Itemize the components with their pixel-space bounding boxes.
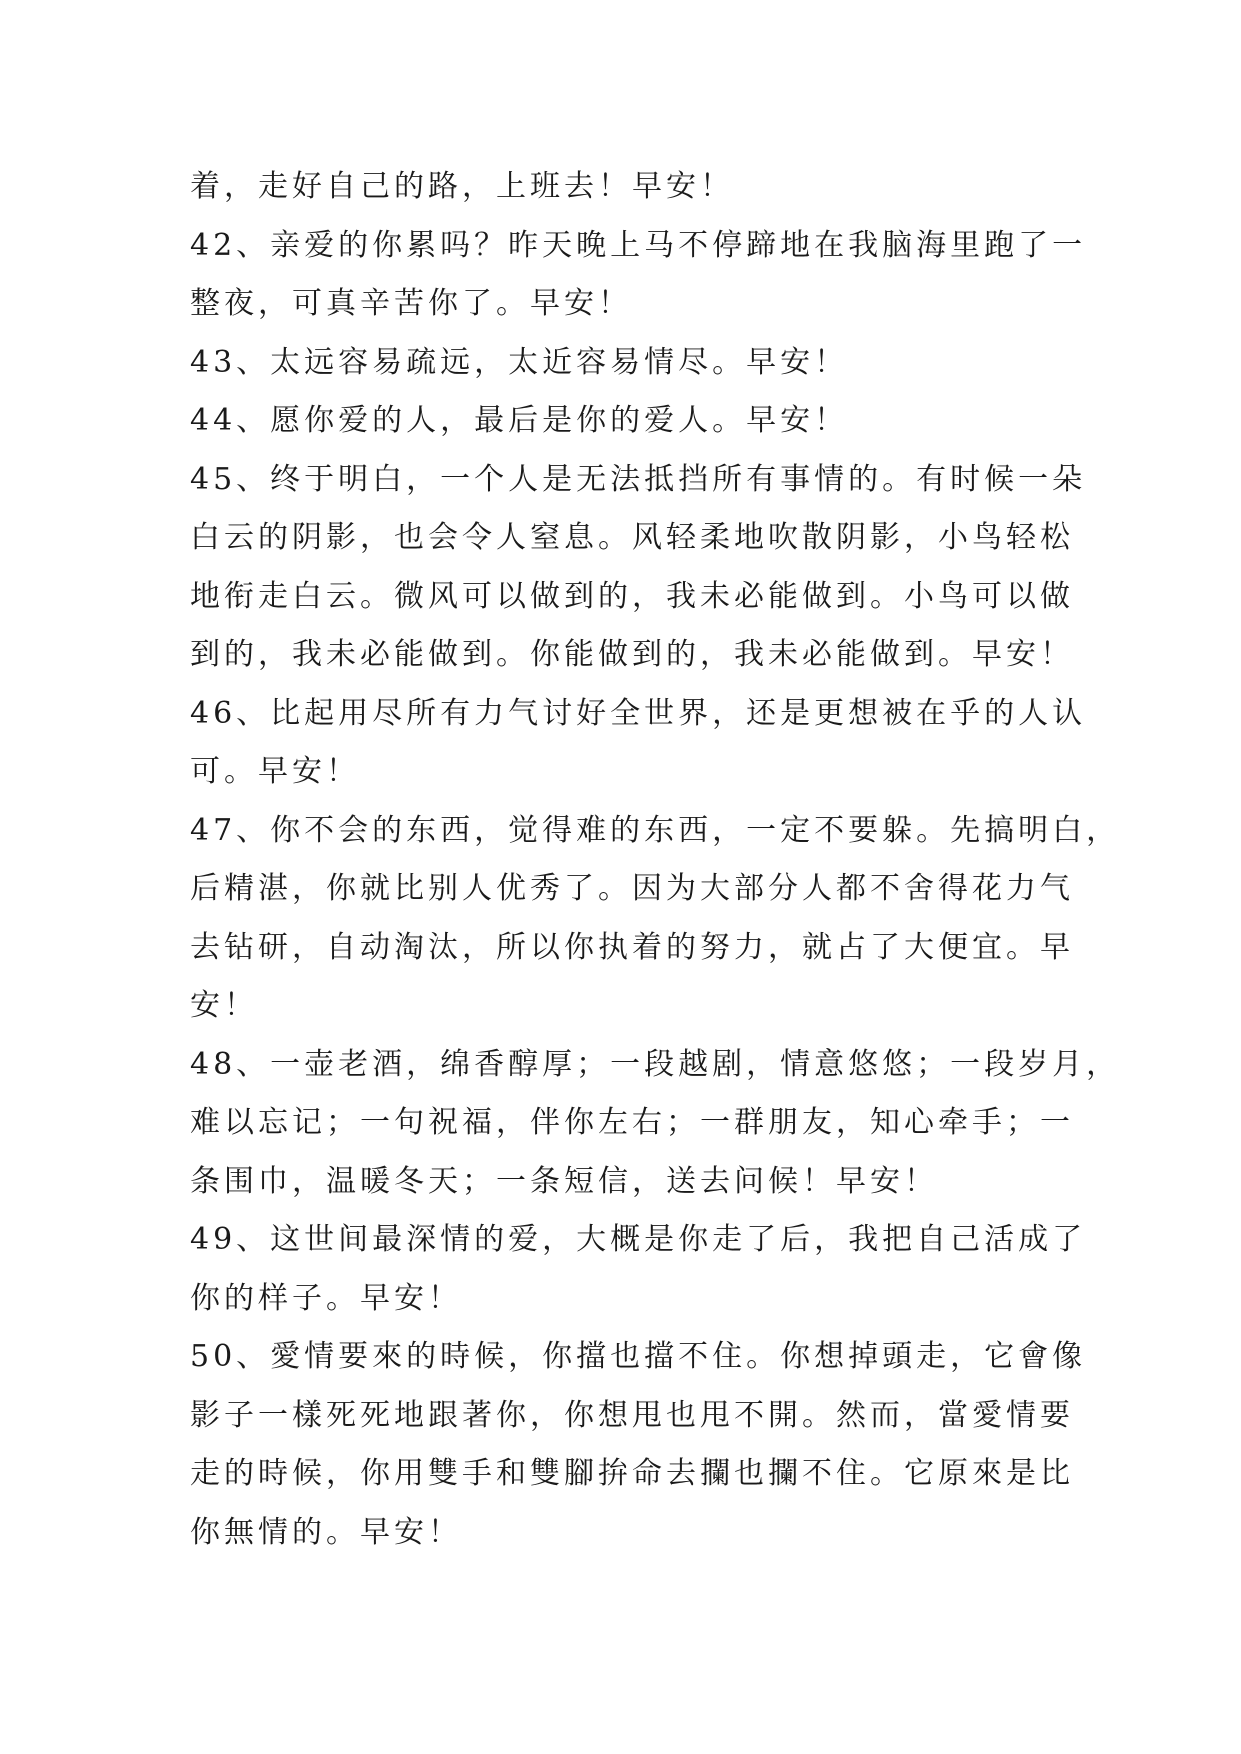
text-line: 条围巾，温暖冬天；一条短信，送去问候！早安！ (190, 1163, 938, 1199)
text-line: 46、比起用尽所有力气讨好全世界，还是更想被在乎的人认 (190, 695, 1087, 731)
text-line: 49、这世间最深情的爱，大概是你走了后，我把自己活成了 (190, 1222, 1087, 1257)
text-line: 你無情的。早安！ (190, 1514, 462, 1550)
text-line: 42、亲爱的你累吗？昨天晚上马不停蹄地在我脑海里跑了一 (190, 227, 1087, 263)
document-body (190, 158, 1121, 1562)
text-line: 着，走好自己的路，上班去！早安！ (190, 169, 734, 204)
text-line: 48、一壶老酒，绵香醇厚；一段越剧，情意悠悠；一段岁月， (190, 1046, 1121, 1082)
text-line: 地衔走白云。微风可以做到的，我未必能做到。小鸟可以做 (190, 578, 1074, 614)
text-line: 可。早安！ (190, 754, 360, 789)
text-line: 到的，我未必能做到。你能做到的，我未必能做到。早安！ (190, 637, 1074, 672)
text-line: 47、你不会的东西，觉得难的东西，一定不要躲。先搞明白， (190, 812, 1121, 848)
text-line: 难以忘记；一句祝福，伴你左右；一群朋友，知心牵手；一 (190, 1105, 1074, 1140)
text-line: 44、愿你爱的人，最后是你的爱人。早安！ (190, 403, 849, 438)
text-line: 43、太远容易疏远，太近容易情尽。早安！ (190, 344, 849, 380)
text-line: 去钻研，自动淘汰，所以你执着的努力，就占了大便宜。早 (190, 929, 1074, 965)
text-line: 整夜，可真辛苦你了。早安！ (190, 286, 632, 321)
text-line: 后精湛，你就比别人优秀了。因为大部分人都不舍得花力气 (190, 871, 1074, 906)
text-line: 白云的阴影，也会令人窒息。风轻柔地吹散阴影，小鸟轻松 (190, 520, 1074, 555)
text-line: 你的样子。早安！ (190, 1280, 462, 1316)
text-line: 走的時候，你用雙手和雙腳拚命去攔也攔不住。它原來是比 (190, 1456, 1074, 1491)
text-line: 安！ (190, 988, 258, 1023)
text-line: 50、愛情要來的時候，你擋也擋不住。你想掉頭走，它會像 (190, 1339, 1087, 1374)
text-line: 影子一樣死死地跟著你，你想甩也甩不開。然而，當愛情要 (190, 1397, 1074, 1433)
text-line: 45、终于明白，一个人是无法抵挡所有事情的。有时候一朵 (190, 461, 1087, 497)
